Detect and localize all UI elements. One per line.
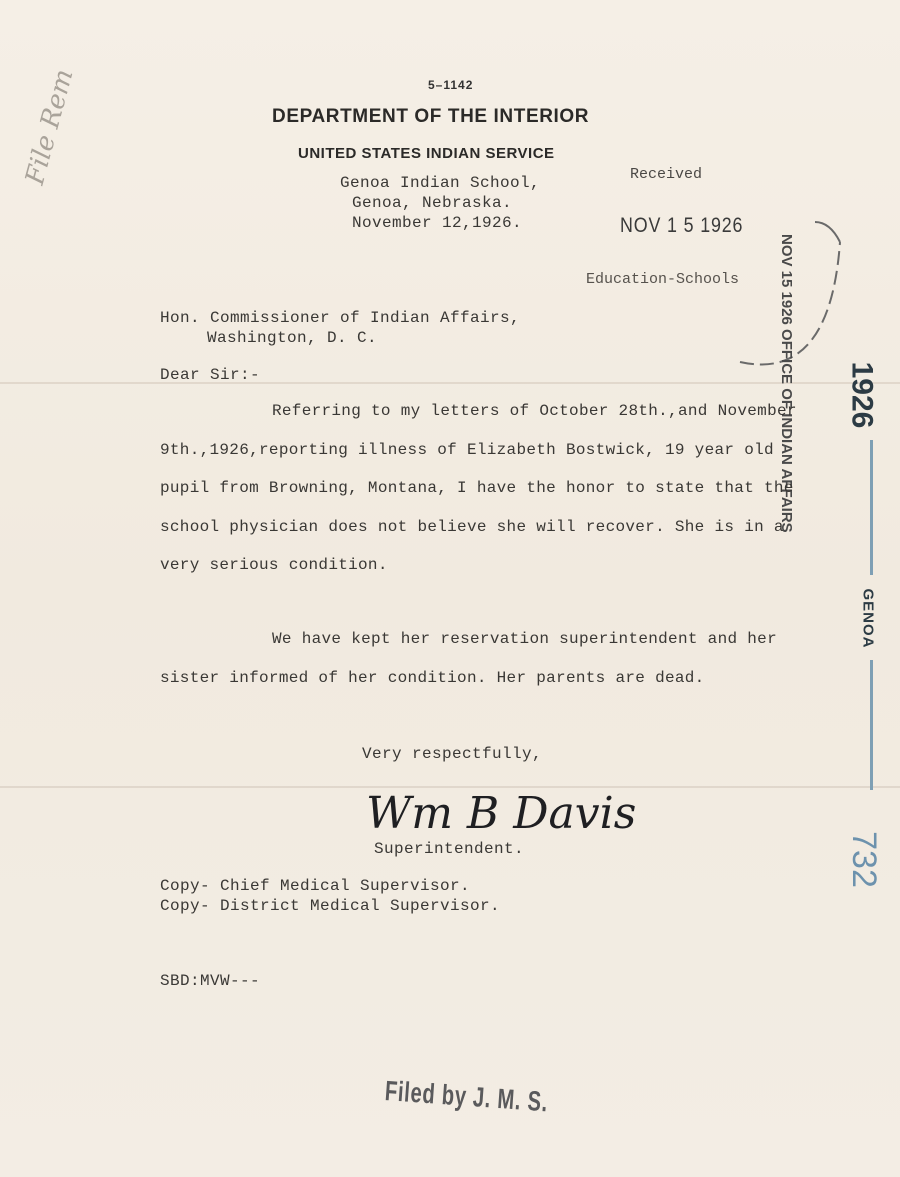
fold-line-top xyxy=(0,382,900,384)
office-stamp-seal xyxy=(720,212,860,533)
received-date-stamp: NOV 1 5 1926 xyxy=(620,214,744,237)
sender-line1: Genoa Indian School, xyxy=(340,174,541,192)
copy-line-1: Copy- Chief Medical Supervisor. xyxy=(160,877,471,895)
body-paragraph-1 xyxy=(160,392,800,585)
addressee-line2: Washington, D. C. xyxy=(207,329,378,347)
signature-text: Wm B Davis xyxy=(366,788,637,839)
margin-school-stamp: GENOA xyxy=(859,588,877,649)
body-paragraph-1-text: Referring to my letters of October 28th.,and November 9th.,1926,reporting illness of Elizabeth Bostwick, 19 year old pupil from Browning, Montana, I have the honor to state that the school physician does not believe she will recover. She is in a very serious condition. xyxy=(160,402,797,574)
blue-pencil-line-1 xyxy=(870,440,873,575)
pencil-note: File Rem xyxy=(20,66,80,188)
sender-line2: Genoa, Nebraska. xyxy=(352,194,513,212)
file-number: 732 xyxy=(844,831,883,888)
handwritten-signature xyxy=(360,770,670,850)
department-heading: DEPARTMENT OF THE INTERIOR xyxy=(272,106,590,127)
copy-line-2: Copy- District Medical Supervisor. xyxy=(160,897,501,915)
body-paragraph-2 xyxy=(160,620,800,697)
service-heading: UNITED STATES INDIAN SERVICE xyxy=(298,145,555,162)
letter-date: November 12,1926. xyxy=(352,214,523,232)
closing: Very respectfully, xyxy=(362,745,543,763)
office-stamp-text: NOV 15 1926 OFFICE OF INDIAN AFFAIRS xyxy=(778,234,795,533)
margin-year-stamp: 1926 xyxy=(845,361,879,429)
reference-initials: SBD:MVW--- xyxy=(160,972,261,990)
blue-pencil-line-2 xyxy=(870,660,873,790)
form-number: 5–1142 xyxy=(428,78,474,92)
signature-title: Superintendent. xyxy=(374,840,525,858)
filed-by-stamp: Filed by J. M. S. xyxy=(383,1075,550,1118)
salutation: Dear Sir:- xyxy=(160,366,261,384)
division-stamp: Education-Schools xyxy=(586,271,740,288)
addressee-line1: Hon. Commissioner of Indian Affairs, xyxy=(160,309,521,327)
received-label: Received xyxy=(630,166,703,183)
body-paragraph-2-text: We have kept her reservation superintendent and her sister informed of her condition. Her parents are dead. xyxy=(160,630,777,687)
